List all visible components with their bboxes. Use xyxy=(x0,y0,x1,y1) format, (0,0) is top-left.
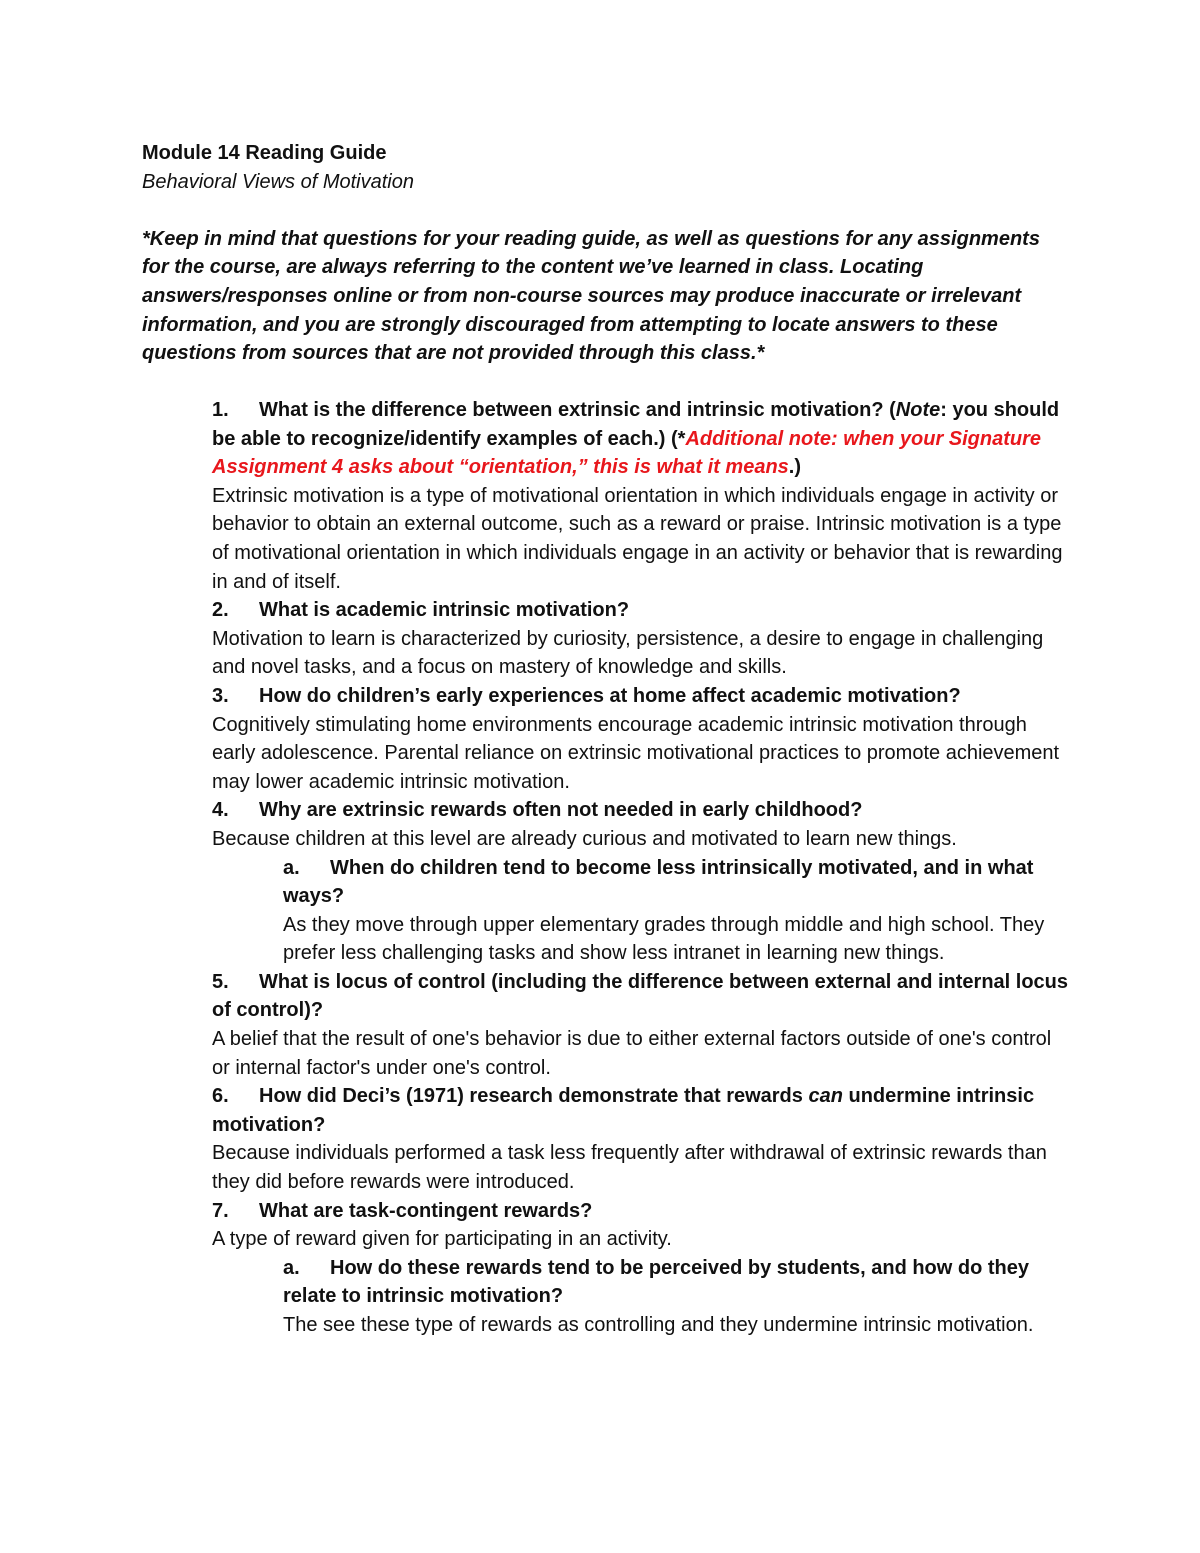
question-6-part-b: undermine intrinsic motivation? xyxy=(212,1085,1035,1136)
italic-word-can: can xyxy=(808,1085,843,1108)
question-5 xyxy=(212,968,1072,1082)
question-4a-text xyxy=(283,854,1072,911)
document-header xyxy=(142,139,1072,368)
question-number: 2. xyxy=(212,599,229,622)
question-2-label: What is academic intrinsic motivation? xyxy=(259,599,630,622)
page-title: Module 14 Reading Guide xyxy=(142,142,387,164)
sub-question-letter: a. xyxy=(283,1256,300,1279)
question-1 xyxy=(212,396,1072,596)
answer-7a: The see these type of rewards as controlling and they undermine intrinsic motivation. xyxy=(283,1314,1034,1336)
question-1-text xyxy=(212,396,1072,482)
sub-question-letter: a. xyxy=(283,856,300,879)
question-list xyxy=(212,396,1072,1340)
question-1-part-c: .) xyxy=(788,456,802,479)
question-5-text xyxy=(212,968,1072,1025)
question-5-label: What is locus of control (including the difference between external and internal locus of control)? xyxy=(212,970,1069,1022)
answer-3: Cognitively stimulating home environments encourage academic intrinsic motivation through early adolescence. Parental reliance on extrinsic motivational practices to promote achievement may lower academic intrinsic motivation. xyxy=(212,713,1060,793)
question-7-label: What are task-contingent rewards? xyxy=(259,1199,593,1222)
question-number: 6. xyxy=(212,1085,229,1108)
question-7a-label: How do these rewards tend to be perceived by students, and how do they relate to intrinsic motivation? xyxy=(283,1256,1030,1308)
answer-4: Because children at this level are already curious and motivated to learn new things. xyxy=(212,827,957,850)
answer-6: Because individuals performed a task less frequently after withdrawal of extrinsic rewards than they did before rewards were introduced. xyxy=(212,1142,1047,1194)
question-number: 7. xyxy=(212,1199,229,1222)
instruction-notice: *Keep in mind that questions for your reading guide, as well as questions for any assignments for the course, are always referring to the content we’ve learned in class. Locating answers/responses online or from non-course sources may produce inaccurate or irrelevant information, and you are strongly discouraged from attempting to locate answers to these questions from sources that are not provided through this class.* xyxy=(142,227,1040,365)
question-number: 4. xyxy=(212,799,229,822)
question-2-text xyxy=(212,596,1072,625)
question-1-part-a: What is the difference between extrinsic and intrinsic motivation? ( xyxy=(259,399,896,421)
question-7a-text xyxy=(283,1254,1072,1311)
question-4a xyxy=(283,854,1072,968)
answer-1: Extrinsic motivation is a type of motivational orientation in which individuals engage in activity or behavior to obtain an external outcome, such as a reward or praise. Intrinsic motivation is a type of motivational orientation in which individuals engage in an activity or behavior that is rewarding in and of itself. xyxy=(212,484,1063,593)
question-4-text xyxy=(212,796,1072,825)
question-1-part-b: : you should be able to recognize/identify examples of each.) (* xyxy=(212,399,1060,450)
answer-2: Motivation to learn is characterized by curiosity, persistence, a desire to engage in challenging and novel tasks, and a focus on mastery of knowledge and skills. xyxy=(212,627,1044,679)
question-4 xyxy=(212,796,1072,968)
question-6 xyxy=(212,1082,1072,1196)
answer-5: A belief that the result of one's behavior is due to either external factors outside of one's control or internal factor's under one's control. xyxy=(212,1028,1052,1079)
question-7-text xyxy=(212,1197,1072,1226)
question-number: 3. xyxy=(212,684,229,707)
note-word: Note xyxy=(895,399,941,421)
question-4a-label: When do children tend to become less intrinsically motivated, and in what ways? xyxy=(283,856,1034,908)
question-number: 5. xyxy=(212,970,229,993)
question-6-text xyxy=(212,1082,1072,1139)
question-2 xyxy=(212,596,1072,682)
question-3 xyxy=(212,682,1072,796)
additional-note: Additional note: when your Signature Assignment 4 asks about “orientation,” this is what it means xyxy=(212,427,1042,479)
question-4-label: Why are extrinsic rewards often not needed in early childhood? xyxy=(259,799,863,822)
question-7a xyxy=(283,1254,1072,1340)
question-7 xyxy=(212,1197,1072,1340)
answer-7: A type of reward given for participating in an activity. xyxy=(212,1228,672,1251)
question-3-text xyxy=(212,682,1072,711)
question-number: 1. xyxy=(212,399,229,421)
answer-4a: As they move through upper elementary grades through middle and high school. They prefer less challenging tasks and show less intranet in learning new things. xyxy=(283,913,1045,965)
question-3-label: How do children’s early experiences at home affect academic motivation? xyxy=(259,684,961,707)
question-6-part-a: How did Deci’s (1971) research demonstrate that rewards xyxy=(259,1085,809,1108)
page-subtitle: Behavioral Views of Motivation xyxy=(142,170,414,193)
